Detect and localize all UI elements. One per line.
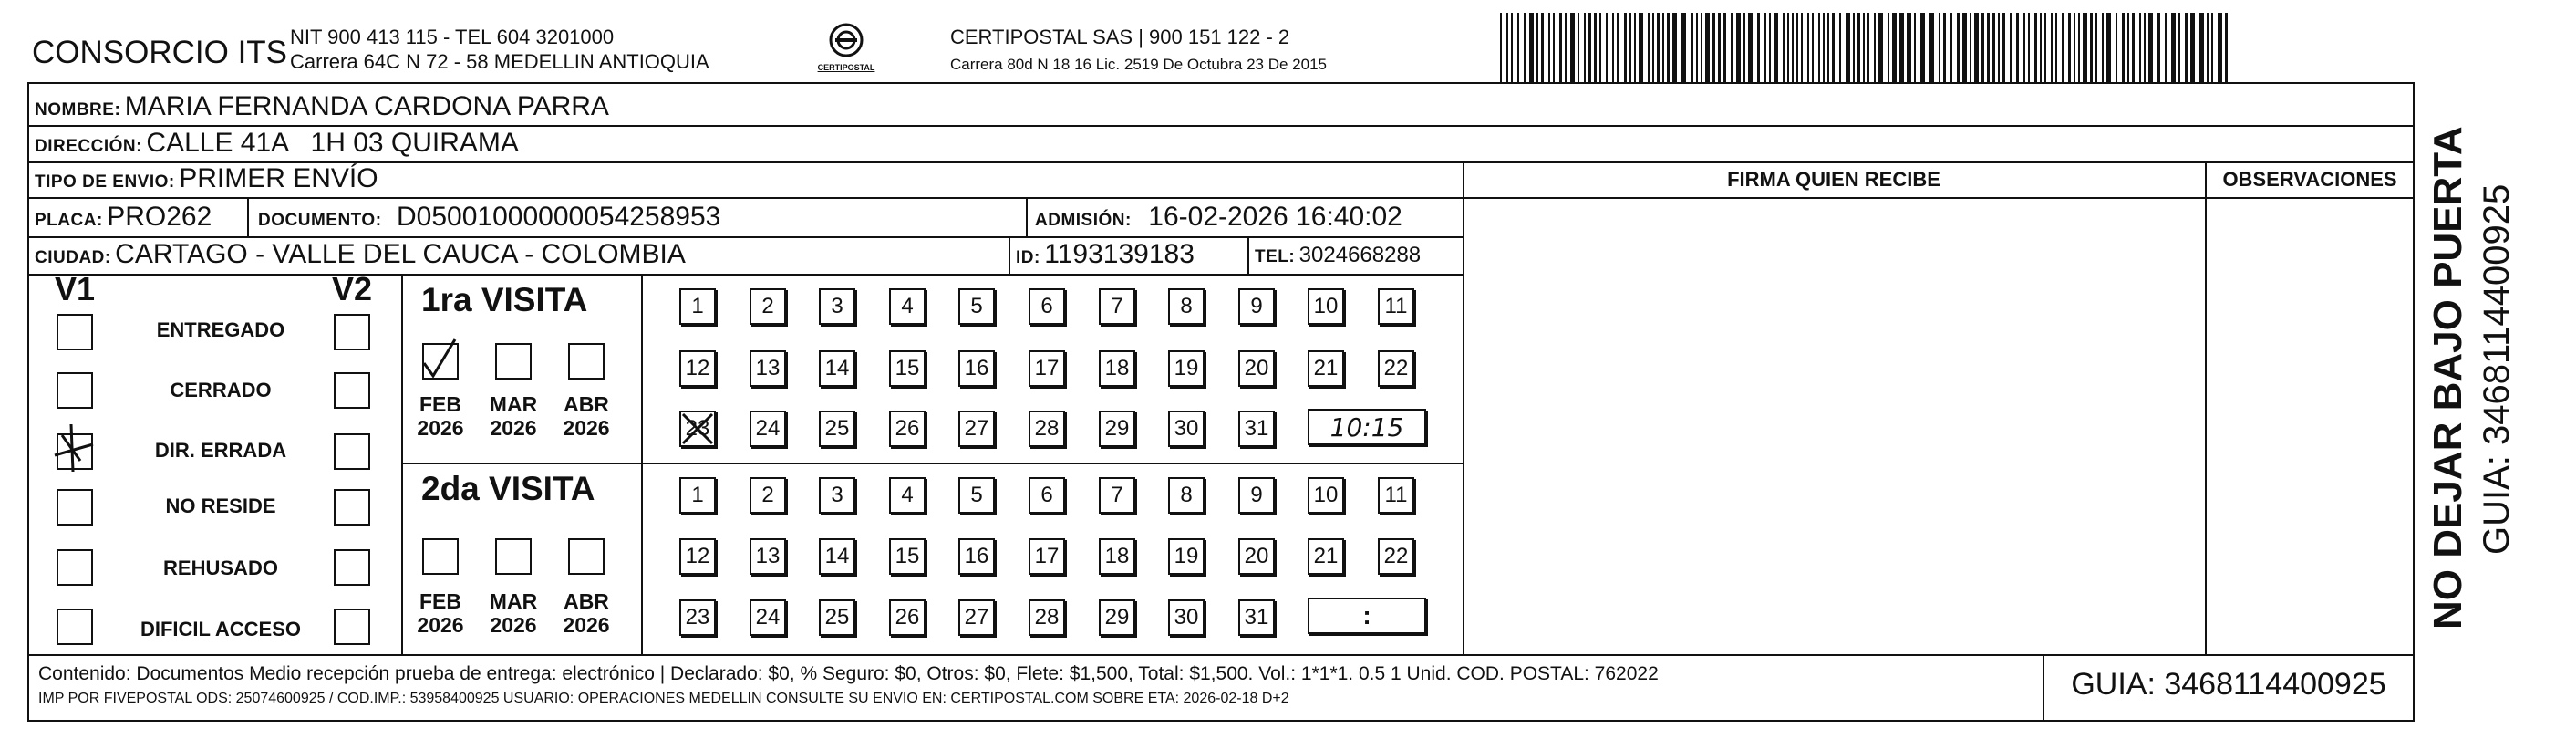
- barcode-bar: [1705, 13, 1710, 82]
- barcode-bar: [1511, 13, 1513, 82]
- v2-dificil-acceso-checkbox[interactable]: [334, 609, 370, 645]
- first-visit-day-11[interactable]: 11: [1378, 288, 1414, 325]
- barcode-bar: [2207, 13, 2209, 82]
- status-dificil-acceso: DIFICIL ACCESO: [140, 618, 301, 640]
- logo-icon: [828, 22, 864, 58]
- barcode-bar: [1652, 13, 1654, 82]
- certipostal-logo: [810, 22, 883, 72]
- second-visit-day-14[interactable]: 14: [819, 538, 855, 575]
- barcode-bar: [1783, 13, 1785, 82]
- id-field: [1016, 239, 1195, 270]
- first-visit-day-19[interactable]: 19: [1168, 350, 1205, 387]
- barcode-bar: [2016, 13, 2019, 82]
- second-visit-feb-checkbox[interactable]: [422, 538, 459, 575]
- barcode-bar: [1506, 13, 1508, 82]
- barcode-bar: [2178, 13, 2180, 82]
- barcode-bar: [1599, 13, 1601, 82]
- barcode-bar: [1874, 13, 1876, 82]
- second-visit-abr-checkbox[interactable]: [568, 538, 605, 575]
- barcode-bar: [2095, 13, 2097, 82]
- second-visit-day-21[interactable]: 21: [1308, 538, 1344, 575]
- barcode-bar: [1672, 13, 1677, 82]
- observaciones-header: OBSERVACIONES: [2222, 168, 2397, 191]
- v1-cerrado-checkbox[interactable]: [57, 372, 93, 409]
- second-visit-day-31[interactable]: 31: [1238, 599, 1275, 636]
- barcode-bar: [2211, 13, 2213, 82]
- tipo-envio-value: PRIMER ENVÍO: [179, 163, 378, 193]
- barcode-bar: [1559, 13, 1562, 82]
- barcode: [1498, 13, 2235, 82]
- barcode-bar: [2010, 13, 2012, 82]
- barcode-bar: [1957, 13, 1960, 82]
- second-visit-day-11[interactable]: 11: [1378, 477, 1414, 514]
- barcode-bar: [1981, 13, 1984, 82]
- barcode-bar: [1748, 13, 1753, 82]
- first-visit-feb-checkbox[interactable]: [422, 343, 459, 380]
- v2-header: V2: [332, 270, 373, 307]
- barcode-bar: [1731, 13, 1733, 82]
- barcode-bar: [2023, 13, 2025, 82]
- barcode-bar: [1857, 13, 1860, 82]
- v1-no-reside-checkbox[interactable]: [57, 489, 93, 526]
- first-visit-day-28[interactable]: 28: [1029, 411, 1065, 447]
- barcode-bar: [1892, 13, 1897, 82]
- side-warning: NO DEJAR BAJO PUERTA: [2426, 126, 2470, 630]
- barcode-bar: [1863, 13, 1865, 82]
- status-cerrado: CERRADO: [170, 379, 272, 401]
- direccion-field: [35, 128, 519, 159]
- second-visit-day-18[interactable]: 18: [1099, 538, 1135, 575]
- barcode-bar: [2122, 13, 2125, 82]
- second-visit-day-10[interactable]: 10: [1308, 477, 1344, 514]
- barcode-bar: [1578, 13, 1579, 82]
- barcode-bar: [1565, 13, 1567, 82]
- barcode-bar: [1529, 13, 1534, 82]
- barcode-bar: [1796, 13, 1798, 82]
- barcode-bar: [1943, 13, 1946, 82]
- id-value: 1193139183: [1044, 239, 1195, 269]
- first-visit-day-9[interactable]: 9: [1238, 288, 1275, 325]
- barcode-bar: [1588, 13, 1591, 82]
- second-visit-abr-label: ABR 2026: [563, 589, 610, 637]
- barcode-bar: [1743, 13, 1745, 82]
- barcode-bar: [1899, 13, 1904, 82]
- ciudad-value: CARTAGO - VALLE DEL CAUCA - COLOMBIA: [115, 239, 686, 269]
- barcode-bar: [1657, 13, 1660, 82]
- second-visit-day-17[interactable]: 17: [1029, 538, 1065, 575]
- barcode-bar: [1878, 13, 1883, 82]
- barcode-bar: [2127, 13, 2129, 82]
- side-guia: GUIA: 3468114400925: [2477, 183, 2517, 555]
- first-visit-day-25[interactable]: 25: [819, 411, 855, 447]
- barcode-bar: [1524, 13, 1526, 82]
- second-visit-day-5[interactable]: 5: [958, 477, 995, 514]
- second-visit-day-27[interactable]: 27: [958, 599, 995, 636]
- barcode-bar: [2199, 13, 2204, 82]
- barcode-bar: [1764, 13, 1766, 82]
- v2-entregado-checkbox[interactable]: [334, 314, 370, 350]
- first-visit-day-22[interactable]: 22: [1378, 350, 1414, 387]
- second-visit-day-7[interactable]: 7: [1099, 477, 1135, 514]
- barcode-bar: [2218, 13, 2222, 82]
- barcode-bar: [1792, 13, 1794, 82]
- documento-label: DOCUMENTO:: [258, 211, 382, 230]
- first-visit-day-24[interactable]: 24: [750, 411, 786, 447]
- barcode-bar: [1846, 13, 1850, 82]
- second-visit-day-12[interactable]: 12: [679, 538, 716, 575]
- barcode-bar: [1987, 13, 1990, 82]
- second-visit-day-28[interactable]: 28: [1029, 599, 1065, 636]
- first-visit-day-23[interactable]: 23: [679, 411, 716, 447]
- first-visit-day-4[interactable]: 4: [889, 288, 926, 325]
- barcode-bar: [1612, 13, 1614, 82]
- barcode-bar: [1681, 13, 1686, 82]
- barcode-bar: [1769, 13, 1771, 82]
- v2-rehusado-checkbox[interactable]: [334, 549, 370, 586]
- first-visit-day-12[interactable]: 12: [679, 350, 716, 387]
- first-visit-day-7[interactable]: 7: [1099, 288, 1135, 325]
- barcode-bar: [1667, 13, 1670, 82]
- barcode-bar: [1929, 13, 1934, 82]
- barcode-bar: [1807, 13, 1809, 82]
- v1-dir-errada-checkbox[interactable]: [57, 433, 93, 470]
- first-visit-day-30[interactable]: 30: [1168, 411, 1205, 447]
- barcode-bar: [1998, 13, 2000, 82]
- barcode-bar: [1536, 13, 1538, 82]
- v1-header: V1: [55, 270, 96, 307]
- barcode-bar: [2157, 13, 2160, 82]
- firma-header: FIRMA QUIEN RECIBE: [1727, 168, 1940, 191]
- barcode-bar: [1839, 13, 1841, 82]
- barcode-bar: [2002, 13, 2005, 82]
- barcode-bar: [2148, 13, 2153, 82]
- barcode-bar: [1970, 13, 1971, 82]
- barcode-bar: [2106, 13, 2111, 82]
- first-visit-day-15[interactable]: 15: [889, 350, 926, 387]
- placa-label: PLACA:: [35, 211, 103, 230]
- footer-print-info: IMP POR FIVEPOSTAL ODS: 25074600925 / COD.IMP.: 53958400925 USUARIO: OPERACIONES MEDELLIN CONSULTE SU ENVIO EN: CERTIPOSTAL.COM SOBRE ETA: 2026-02-18 D+2: [38, 691, 1289, 706]
- barcode-bar: [1617, 13, 1619, 82]
- status-rehusado: REHUSADO: [163, 557, 278, 579]
- barcode-bar: [2062, 13, 2064, 82]
- barcode-bar: [1691, 13, 1693, 82]
- nombre-field: [35, 91, 609, 122]
- company-name: CONSORCIO ITS: [32, 35, 288, 70]
- footer-contents: Contenido: Documentos Medio recepción prueba de entrega: electrónico | Declarado: $0, % Seguro: $0, Otros: $0, Flete: $1,500, Total: $1,500. Vol.: 1*1*1. 0.5 1 Unid. COD. POSTAL: 762022: [38, 663, 1659, 684]
- barcode-bar: [1541, 13, 1544, 82]
- barcode-bar: [1624, 13, 1627, 82]
- barcode-bar: [1787, 13, 1789, 82]
- barcode-bar: [1757, 13, 1760, 82]
- id-label: ID:: [1016, 248, 1040, 267]
- second-visit-day-6[interactable]: 6: [1029, 477, 1065, 514]
- first-visit-day-8[interactable]: 8: [1168, 288, 1205, 325]
- second-visit-day-2[interactable]: 2: [750, 477, 786, 514]
- barcode-bar: [2055, 13, 2057, 82]
- barcode-bar: [1736, 13, 1741, 82]
- first-visit-day-3[interactable]: 3: [819, 288, 855, 325]
- first-visit-day-26[interactable]: 26: [889, 411, 926, 447]
- company-address: Carrera 64C N 72 - 58 MEDELLIN ANTIOQUIA: [290, 50, 709, 73]
- v1-entregado-checkbox[interactable]: [57, 314, 93, 350]
- barcode-bar: [1584, 13, 1586, 82]
- barcode-bar: [2139, 13, 2141, 82]
- barcode-bar: [1662, 13, 1664, 82]
- barcode-bar: [1823, 13, 1825, 82]
- first-visit-day-29[interactable]: 29: [1099, 411, 1135, 447]
- second-visit-day-9[interactable]: 9: [1238, 477, 1275, 514]
- tel-field: [1255, 243, 1421, 268]
- barcode-bar: [1634, 13, 1636, 82]
- provider-address: Carrera 80d N 18 16 Lic. 2519 De Octubra 23 De 2015: [950, 56, 1327, 73]
- second-visit-day-20[interactable]: 20: [1238, 538, 1275, 575]
- v1-dificil-acceso-checkbox[interactable]: [57, 609, 93, 645]
- barcode-bar: [1867, 13, 1869, 82]
- barcode-bar: [1548, 13, 1550, 82]
- first-visit-day-31[interactable]: 31: [1238, 411, 1275, 447]
- barcode-bar: [1701, 13, 1702, 82]
- second-visit-day-26[interactable]: 26: [889, 599, 926, 636]
- tipo-envio-field: [35, 163, 378, 194]
- first-visit-mar-label: MAR 2026: [489, 392, 538, 440]
- second-visit-time[interactable]: :: [1308, 598, 1426, 634]
- barcode-bar: [1718, 13, 1721, 82]
- ciudad-field: [35, 239, 686, 270]
- second-visit-day-22[interactable]: 22: [1378, 538, 1414, 575]
- v2-no-reside-checkbox[interactable]: [334, 489, 370, 526]
- first-visit-time[interactable]: 10:15: [1308, 409, 1426, 445]
- barcode-bar: [2190, 13, 2195, 82]
- second-visit-day-4[interactable]: 4: [889, 477, 926, 514]
- barcode-bar: [1594, 13, 1597, 82]
- second-visit-mar-checkbox[interactable]: [495, 538, 532, 575]
- nombre-value: MARIA FERNANDA CARDONA PARRA: [124, 91, 609, 121]
- barcode-bar: [1818, 13, 1820, 82]
- barcode-bar: [1812, 13, 1814, 82]
- barcode-bar: [1553, 13, 1555, 82]
- barcode-bar: [2185, 13, 2188, 82]
- second-visit-day-29[interactable]: 29: [1099, 599, 1135, 636]
- barcode-bar: [2144, 13, 2146, 82]
- barcode-bar: [2068, 13, 2071, 82]
- placa-field: [35, 202, 212, 233]
- first-visit-day-20[interactable]: 20: [1238, 350, 1275, 387]
- first-visit-abr-label: ABR 2026: [563, 392, 610, 440]
- admision-field: [1035, 202, 1402, 233]
- barcode-bar: [2044, 13, 2046, 82]
- barcode-bar: [1500, 13, 1502, 82]
- barcode-bar: [2132, 13, 2135, 82]
- second-visit-day-1[interactable]: 1: [679, 477, 716, 514]
- cross-mark-icon: [679, 411, 716, 447]
- first-visit-day-13[interactable]: 13: [750, 350, 786, 387]
- first-visit-day-2[interactable]: 2: [750, 288, 786, 325]
- barcode-bar: [1606, 13, 1608, 82]
- second-visit-day-30[interactable]: 30: [1168, 599, 1205, 636]
- check-mark-icon: [420, 339, 457, 376]
- barcode-bar: [2083, 13, 2087, 82]
- second-visit-title: 2da VISITA: [421, 470, 595, 507]
- barcode-bar: [1629, 13, 1631, 82]
- barcode-bar: [1888, 13, 1889, 82]
- barcode-bar: [1853, 13, 1855, 82]
- second-visit-day-13[interactable]: 13: [750, 538, 786, 575]
- barcode-bar: [2225, 13, 2228, 82]
- first-visit-title: 1ra VISITA: [421, 281, 588, 318]
- second-visit-day-3[interactable]: 3: [819, 477, 855, 514]
- barcode-bar: [2078, 13, 2080, 82]
- barcode-bar: [1570, 13, 1575, 82]
- first-visit-day-14[interactable]: 14: [819, 350, 855, 387]
- admision-value: 16-02-2026 16:40:02: [1148, 202, 1402, 232]
- barcode-bar: [1914, 13, 1916, 82]
- barcode-bar: [1696, 13, 1698, 82]
- first-visit-day-5[interactable]: 5: [958, 288, 995, 325]
- v2-cerrado-checkbox[interactable]: [334, 372, 370, 409]
- barcode-bar: [2028, 13, 2030, 82]
- first-visit-day-16[interactable]: 16: [958, 350, 995, 387]
- ciudad-label: CIUDAD:: [35, 248, 111, 267]
- logo-text: CERTIPOSTAL: [817, 63, 875, 72]
- barcode-bar: [1992, 13, 1995, 82]
- barcode-bar: [2090, 13, 2093, 82]
- v1-rehusado-checkbox[interactable]: [57, 549, 93, 586]
- barcode-bar: [2171, 13, 2176, 82]
- barcode-bar: [2074, 13, 2075, 82]
- barcode-bar: [1723, 13, 1726, 82]
- tipo-envio-label: TIPO DE ENVIO:: [35, 172, 175, 192]
- barcode-bar: [1827, 13, 1829, 82]
- first-visit-day-21[interactable]: 21: [1308, 350, 1344, 387]
- barcode-bar: [2051, 13, 2053, 82]
- barcode-bar: [2165, 13, 2167, 82]
- direccion-value: CALLE 41A 1H 03 QUIRAMA: [146, 128, 519, 158]
- v2-dir-errada-checkbox[interactable]: [334, 433, 370, 470]
- second-visit-day-23[interactable]: 23: [679, 599, 716, 636]
- barcode-bar: [1774, 13, 1778, 82]
- barcode-bar: [1907, 13, 1911, 82]
- first-visit-day-27[interactable]: 27: [958, 411, 995, 447]
- documento-field: [258, 202, 720, 233]
- barcode-bar: [2116, 13, 2117, 82]
- first-visit-day-17[interactable]: 17: [1029, 350, 1065, 387]
- first-visit-day-18[interactable]: 18: [1099, 350, 1135, 387]
- barcode-bar: [2040, 13, 2042, 82]
- barcode-bar: [1832, 13, 1835, 82]
- nombre-label: NOMBRE:: [35, 100, 121, 120]
- first-visit-mar-checkbox[interactable]: [495, 343, 532, 380]
- second-visit-day-25[interactable]: 25: [819, 599, 855, 636]
- check-mark-icon: [53, 428, 89, 464]
- barcode-bar: [1712, 13, 1715, 82]
- second-visit-feb-label: FEB 2026: [417, 589, 464, 637]
- tel-value: 3024668288: [1298, 243, 1422, 267]
- tel-label: TEL:: [1255, 247, 1296, 266]
- barcode-bar: [1801, 13, 1803, 82]
- placa-value: PRO262: [107, 202, 212, 232]
- barcode-bar: [1974, 13, 1979, 82]
- barcode-bar: [2034, 13, 2037, 82]
- barcode-bar: [1517, 13, 1519, 82]
- status-entregado: ENTREGADO: [156, 318, 285, 341]
- barcode-bar: [1950, 13, 1952, 82]
- documento-value: D05001000000054258953: [397, 202, 721, 232]
- barcode-bar: [2102, 13, 2104, 82]
- footer-guia: GUIA: 3468114400925: [2071, 667, 2386, 702]
- provider-name: CERTIPOSTAL SAS | 900 151 122 - 2: [950, 26, 1290, 48]
- second-visit-day-15[interactable]: 15: [889, 538, 926, 575]
- first-visit-day-1[interactable]: 1: [679, 288, 716, 325]
- status-dir-errada: DIR. ERRADA: [154, 439, 287, 462]
- admision-label: ADMISIÓN:: [1035, 211, 1132, 230]
- barcode-bar: [1648, 13, 1650, 82]
- status-no-reside: NO RESIDE: [165, 494, 276, 517]
- company-nit: NIT 900 413 115 - TEL 604 3201000: [290, 26, 615, 48]
- second-visit-day-16[interactable]: 16: [958, 538, 995, 575]
- second-visit-day-24[interactable]: 24: [750, 599, 786, 636]
- barcode-bar: [1920, 13, 1925, 82]
- first-visit-day-6[interactable]: 6: [1029, 288, 1065, 325]
- direccion-label: DIRECCIÓN:: [35, 137, 142, 156]
- second-visit-day-8[interactable]: 8: [1168, 477, 1205, 514]
- barcode-bar: [1639, 13, 1643, 82]
- second-visit-day-19[interactable]: 19: [1168, 538, 1205, 575]
- barcode-bar: [1939, 13, 1940, 82]
- first-visit-day-10[interactable]: 10: [1308, 288, 1344, 325]
- first-visit-abr-checkbox[interactable]: [568, 343, 605, 380]
- second-visit-mar-label: MAR 2026: [489, 589, 538, 637]
- first-visit-feb-label: FEB 2026: [417, 392, 464, 440]
- barcode-bar: [1962, 13, 1967, 82]
